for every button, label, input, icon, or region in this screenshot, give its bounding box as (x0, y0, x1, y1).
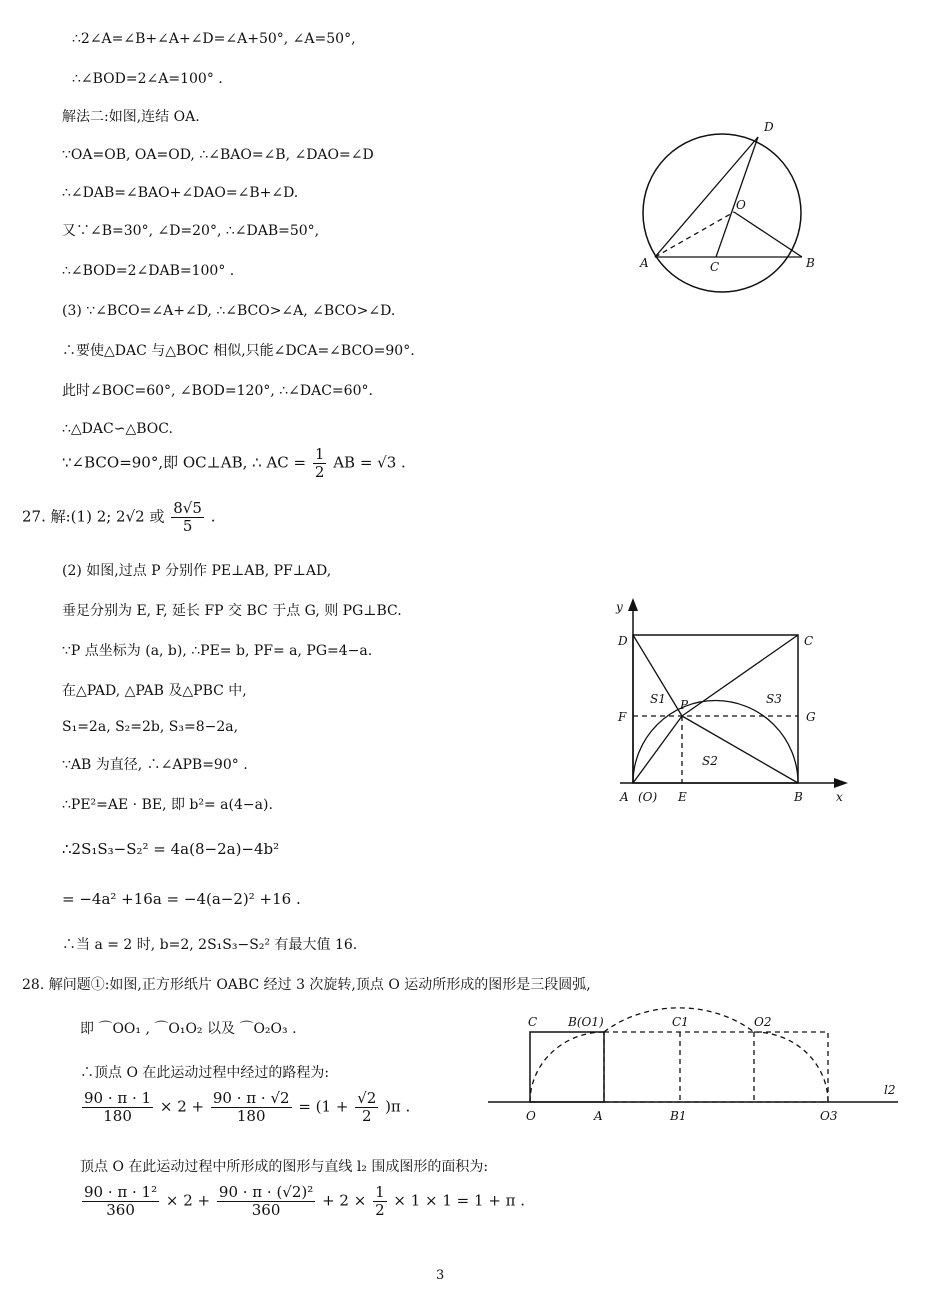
denominator: 5 (182, 517, 193, 535)
label-o2: O2 (754, 1015, 772, 1029)
label-o: (O) (638, 790, 658, 804)
segment-ob (734, 212, 802, 257)
text-line: ∴当 a = 2 时, b=2, 2S₁S₃−S₂² 有最大值 16. (62, 937, 358, 953)
text-line: ∴顶点 O 在此运动过程中经过的路程为: (80, 1065, 330, 1081)
label-o: O (736, 198, 746, 212)
text-line: 垂足分别为 E, F, 延长 FP 交 BC 于点 G, 则 PG⊥BC. (62, 603, 402, 619)
formula-area (80, 1184, 525, 1219)
fraction (313, 446, 327, 481)
label-c1: C1 (672, 1015, 689, 1029)
rotation-figure (488, 1000, 908, 1130)
label-f: F (618, 710, 627, 724)
text-segment: = (1 + (298, 1097, 349, 1116)
square-oabc (530, 1032, 604, 1102)
numerator: 90 · π · 1 (84, 1089, 152, 1107)
text-segment: × 2 + (159, 1097, 205, 1116)
numerator: 8√5 (173, 499, 202, 517)
denominator: 360 (251, 1201, 281, 1219)
numerator: 90 · π · 1² (84, 1183, 158, 1201)
fraction (211, 1090, 292, 1125)
label-b: B (806, 256, 815, 270)
circle-outline (643, 134, 801, 292)
label-g: G (806, 710, 816, 724)
text-line: ∴2S₁S₃−S₂² = 4a(8−2a)−4b² (62, 840, 280, 858)
text-line: ∴要使△DAC 与△BOC 相似,只能∠DCA=∠BCO=90°. (62, 343, 415, 359)
fraction (373, 1184, 387, 1219)
text-line: 解法二:如图,连结 OA. (62, 109, 200, 125)
segment-oa-dashed (655, 212, 734, 257)
text-segment: AB = √3 . (333, 453, 406, 472)
text-line: 顶点 O 在此运动过程中所形成的图形与直线 l₂ 围成图形的面积为: (80, 1159, 489, 1175)
label-e: E (678, 790, 687, 804)
rotated-squares-dashed (604, 1032, 828, 1102)
text-line-fraction (22, 500, 215, 535)
text-segment: )π . (385, 1097, 411, 1116)
arc-oo1 (530, 1032, 604, 1102)
label-s3: S3 (766, 692, 782, 706)
text-line: ∵OA=OB, OA=OD, ∴∠BAO=∠B, ∠DAO=∠D (62, 147, 374, 163)
label-p: P (680, 698, 689, 712)
label-s1: S1 (650, 692, 666, 706)
label-o: O (526, 1109, 536, 1123)
text-line: 28. 解问题①:如图,正方形纸片 OABC 经过 3 次旋转,顶点 O 运动所形成的图形是三段圆弧, (22, 977, 591, 993)
label-d: D (764, 120, 774, 134)
label-y: y (616, 600, 623, 614)
text-segment: . (210, 507, 216, 526)
label-b1: B1 (670, 1109, 687, 1123)
segment-pb (682, 716, 798, 783)
square-coordinate-figure (610, 595, 860, 820)
fraction (82, 1090, 153, 1125)
label-a: A (594, 1109, 603, 1123)
denominator: 180 (236, 1107, 266, 1125)
label-s2: S2 (702, 754, 718, 768)
label-c: C (710, 260, 720, 274)
label-o3: O3 (820, 1109, 838, 1123)
text-line: (2) 如图,过点 P 分别作 PE⊥AB, PF⊥AD, (62, 563, 332, 579)
fraction (355, 1090, 378, 1125)
text-segment: × 1 × 1 = 1 + π . (393, 1191, 526, 1210)
label-c: C (804, 634, 814, 648)
fraction (171, 500, 204, 535)
label-a: A (620, 790, 629, 804)
text-line: ∵AB 为直径, ∴∠APB=90° . (62, 757, 248, 773)
denominator: 180 (103, 1107, 132, 1125)
label-a: A (640, 256, 649, 270)
chord-ad (655, 137, 758, 257)
text-line-fraction (62, 446, 406, 481)
y-axis-arrow (628, 598, 638, 611)
text-line: = −4a² +16a = −4(a−2)² +16 . (62, 890, 301, 908)
text-line: ∴∠DAB=∠BAO+∠DAO=∠B+∠D. (62, 185, 299, 201)
text-line: (3) ∵∠BCO=∠A+∠D, ∴∠BCO>∠A, ∠BCO>∠D. (62, 303, 396, 319)
text-line: ∴∠BOD=2∠DAB=100° . (62, 263, 235, 279)
circle-figure (630, 115, 830, 305)
label-d: D (618, 634, 628, 648)
fraction (82, 1184, 159, 1219)
text-line: ∴∠BOD=2∠A=100° . (72, 71, 223, 87)
numerator: 90 · π · (√2)² (218, 1183, 314, 1201)
label-b: B (794, 790, 803, 804)
denominator: 2 (361, 1107, 372, 1125)
text-segment: × 2 + (165, 1191, 211, 1210)
semicircle-ab (633, 701, 798, 784)
segment-dc (716, 137, 758, 257)
page-number: 3 (436, 1268, 445, 1283)
fraction (217, 1184, 315, 1219)
text-segment: + 2 × (322, 1191, 367, 1210)
numerator: 1 (375, 1183, 385, 1201)
text-line: S₁=2a, S₂=2b, S₃=8−2a, (62, 719, 239, 735)
text-line: ∴2∠A=∠B+∠A+∠D=∠A+50°, ∠A=50°, (72, 31, 356, 47)
label-x: x (836, 790, 843, 804)
denominator: 2 (314, 463, 325, 481)
x-axis-arrow (834, 778, 848, 788)
text-line: 在△PAD, △PAB 及△PBC 中, (62, 683, 247, 699)
text-line: ∵P 点坐标为 (a, b), ∴PE= b, PF= a, PG=4−a. (62, 643, 373, 659)
formula-path-length (80, 1090, 410, 1125)
text-line: ∴△DAC∽△BOC. (62, 421, 173, 437)
arc-o2o3 (754, 1032, 828, 1102)
numerator: 90 · π · √2 (212, 1089, 290, 1107)
text-line: ∴PE²=AE · BE, 即 b²= a(4−a). (62, 797, 273, 813)
text-line: 即 ⌒OO₁ , ⌒O₁O₂ 以及 ⌒O₂O₃ . (80, 1021, 297, 1037)
label-l2: l2 (884, 1083, 896, 1097)
numerator: √2 (357, 1089, 377, 1107)
numerator: 1 (314, 445, 325, 463)
label-c: C (528, 1015, 538, 1029)
label-b-o1: B(O1) (568, 1015, 604, 1029)
denominator: 360 (106, 1201, 135, 1219)
text-line: 又∵∠B=30°, ∠D=20°, ∴∠DAB=50°, (62, 223, 320, 239)
text-line: 此时∠BOC=60°, ∠BOD=120°, ∴∠DAC=60°. (62, 383, 373, 399)
denominator: 2 (375, 1201, 385, 1219)
text-segment: 27. 解:(1) 2; 2√2 或 (22, 507, 165, 526)
text-segment: ∵∠BCO=90°,即 OC⊥AB, ∴ AC = (62, 453, 307, 472)
